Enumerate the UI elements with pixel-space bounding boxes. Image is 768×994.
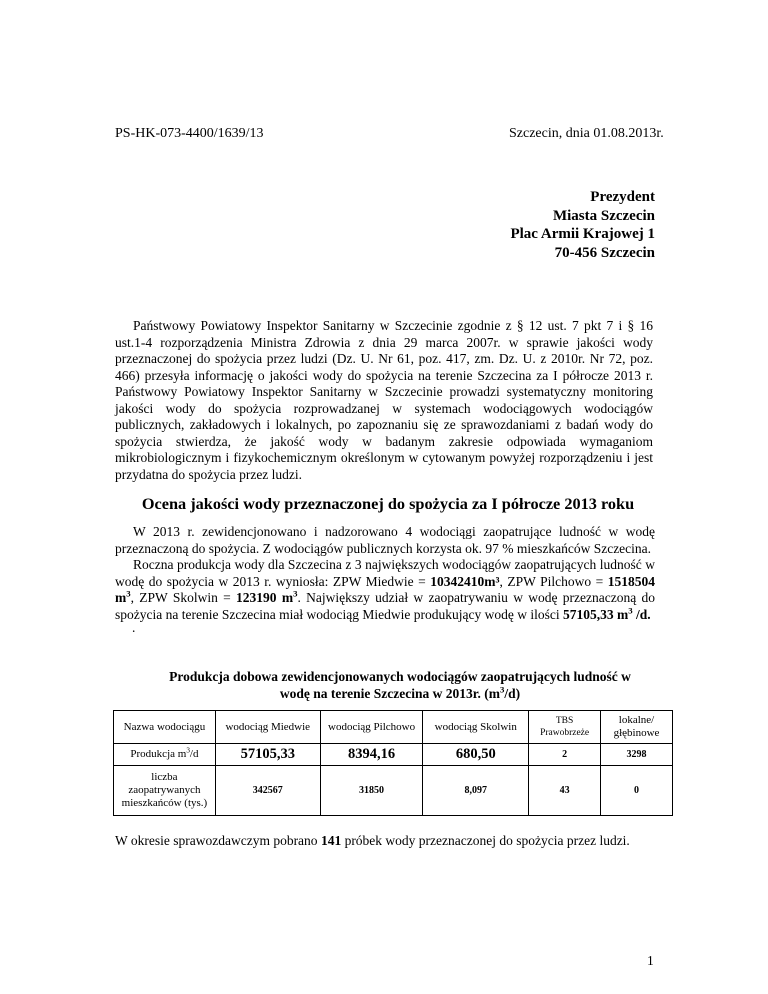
production-table	[113, 710, 673, 816]
intro-text: Państwowy Powiatowy Inspektor Sanitarny w Szczecinie zgodnie z § 12 ust. 7 pkt 7 i § 16 ust.1-4 rozporządzenia Ministra Zdrowia z dnia 29 marca 2007r. w sprawie jakości wody przeznaczonej do spożycia przez ludzi (Dz. U. Nr 61, poz. 417, zm. Dz. U. z 2010r. Nr 72, poz. 466) przesyła informację o jakości wody do spożycia na terenie Szczecina za I półrocze 2013 r. Państwowy Powiatowy Inspektor Sanitarny w Szczecinie prowadzi systematyczny monitoring jakości wody do spożycia rozprowadzanej w systemach wodociągowych wodociągów publicznych, zakładowych i lokalnych, po zapoznaniu się ze sprawozdaniami z badań wody do spożycia stwierdza, że jakość wody w badanym zakresie odpowiada wymaganiom mikrobiologicznym i fizykochemicznym określonym w cytowanym powyżej rozporządzeniu i jest przydatna do spożycia przez ludzi.	[115, 318, 653, 482]
addressee-block	[510, 188, 655, 262]
cell-residents: 342567	[215, 766, 320, 816]
paragraph-waterworks: W 2013 r. zewidencjonowano i nadzorowano 4 wodociągi zaopatrujące ludność w wodę przeznaczoną do spożycia. Z wodociągów publicznych korzysta ok. 97 % mieszkańców Szczecina.	[115, 524, 655, 556]
value-miedwie: 10342410m³	[430, 573, 500, 589]
row-header-production: Produkcja $m^3/d$	[114, 744, 216, 766]
cell-production: 3298	[601, 744, 673, 766]
intro-paragraph	[115, 318, 653, 483]
column-header: wodociąg Miedwie	[215, 711, 320, 744]
table-row	[114, 766, 673, 816]
cell-residents: 43	[529, 766, 601, 816]
value-daily-miedwie: 57105,33 $m^3$ /d.	[562, 605, 651, 622]
cell-residents: 0	[601, 766, 673, 816]
row-header-name: Nazwa wodociągu	[114, 711, 216, 744]
stray-dot: .	[132, 620, 136, 635]
reference-number: PS-HK-073-4400/1639/13	[115, 126, 264, 141]
table-row	[114, 711, 673, 744]
value-pilchowo: 1518504 $m^3$	[115, 573, 655, 605]
column-header: TBS Prawobrzeże	[529, 711, 601, 744]
page-number: 1	[647, 953, 654, 968]
value-skolwin: 123190 $m^3$	[236, 588, 298, 605]
row-header-residents: liczba zaopatrywanych mieszkańców (tys.)	[114, 766, 216, 816]
addressee-line: 70-456 Szczecin	[554, 244, 655, 261]
cell-residents: 8,097	[423, 766, 529, 816]
cell-production: 2	[529, 744, 601, 766]
addressee-line: Plac Armii Krajowej 1	[510, 226, 655, 242]
column-header: wodociąg Pilchowo	[320, 711, 423, 744]
cell-production: 57105,33	[215, 744, 320, 766]
addressee-line: Prezydent	[590, 189, 655, 205]
table-title: Produkcja dobowa zewidencjonowanych wodociągów zaopatrujących ludność w wodę na terenie Szczecina w 2013r. $(m^3/d)$	[169, 669, 631, 701]
addressee-line: Miasta Szczecin	[552, 207, 655, 224]
sample-count: 141	[320, 833, 342, 848]
date-line: Szczecin, dnia 01.08.2013r.	[509, 126, 664, 141]
cell-production: 680,50	[423, 744, 529, 766]
cell-production: 8394,16	[320, 744, 423, 766]
section-heading: Ocena jakości wody przeznaczonej do spożycia za I półrocze 2013 roku	[141, 494, 635, 513]
column-header: wodociąg Skolwin	[423, 711, 529, 744]
table-row	[114, 744, 673, 766]
section-body	[115, 524, 655, 633]
column-header: lokalne/ głębinowe	[601, 711, 673, 744]
cell-residents: 31850	[320, 766, 423, 816]
summary-line: W okresie sprawozdawczym pobrano 141 próbek wody przeznaczonej do spożycia przez ludzi.	[115, 833, 630, 848]
paragraph-production: Roczna produkcja wody dla Szczecina z 3 największych wodociągów zaopatrujących ludność w wodę do spożycia w 2013 r. wyniosła: ZPW Miedwie = 10342410m³, ZPW Pilchowo = 1518504 $m^3$, ZPW Skolwin = 123190 $m^3$. Największy udział w zaopatrywaniu w wodę przeznaczoną do spożycia na terenie Szczecina miał wodociąg Miedwie produkujący wodę w ilości 57105,33 $m^3$ /d.	[115, 557, 656, 622]
